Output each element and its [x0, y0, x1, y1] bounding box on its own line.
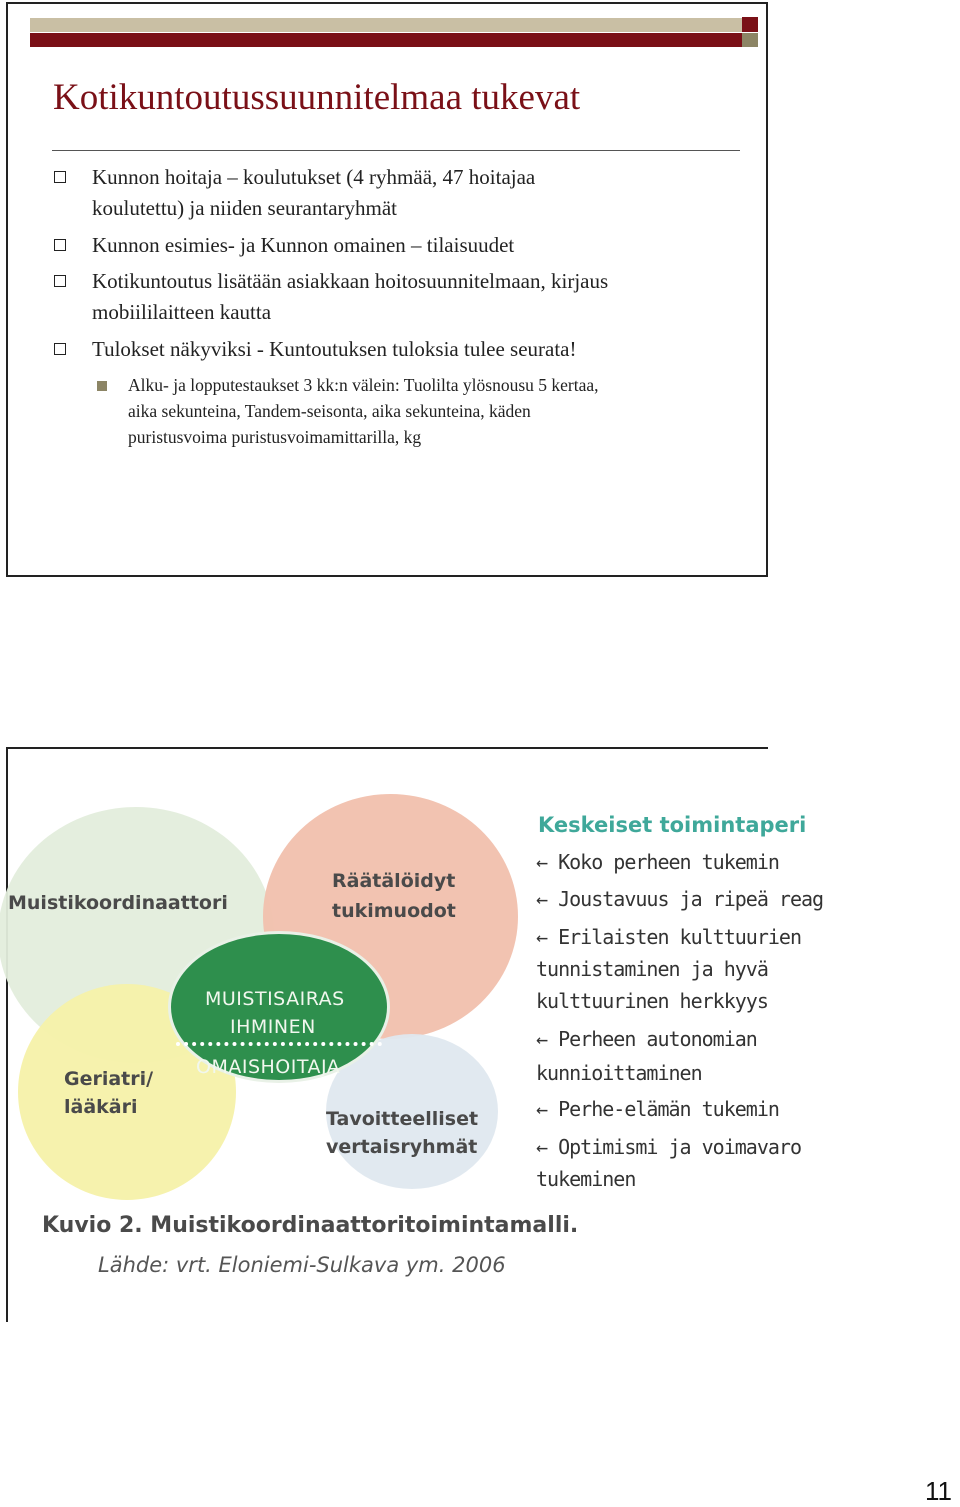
- principles-heading: Keskeiset toimintaperi: [538, 813, 807, 837]
- title-divider: [52, 150, 740, 151]
- principle-line: ← Erilaisten kulttuurien: [536, 925, 801, 949]
- label-doctor-1: Geriatri/: [64, 1068, 154, 1090]
- bullet-text: [92, 230, 732, 261]
- bullet-box-icon: [54, 275, 66, 287]
- sub-bullet-line: aika sekunteina, Tandem-seisonta, aika sekunteina, käden: [128, 401, 531, 421]
- label-coordinator: Muistikoordinaattori: [8, 892, 228, 914]
- principle-line: kunnioittaminen: [536, 1061, 702, 1085]
- label-peer-2: vertaisryhmät: [326, 1136, 478, 1158]
- principle-line: ← Koko perheen tukemin: [536, 850, 779, 874]
- principle-line: kulttuurinen herkkyys: [536, 989, 768, 1013]
- page-number: 11: [925, 1476, 952, 1506]
- corner-square-red: [742, 17, 758, 32]
- principle-line: ← Joustavuus ja ripeä reag: [536, 887, 824, 911]
- corner-square-olive: [742, 33, 758, 47]
- bullet-line: Tulokset näkyviksi - Kuntoutuksen tuloksia tulee seurata!: [92, 337, 577, 361]
- sub-bullet-line: puristusvoima puristusvoimamittarilla, kg: [128, 427, 422, 447]
- principle-line: ← Optimismi ja voimavaro: [536, 1135, 801, 1159]
- figure-source: Lähde: vrt. Eloniemi-Sulkava ym. 2006: [98, 1253, 506, 1277]
- bullet-line: koulutettu) ja niiden seurantaryhmät: [92, 196, 397, 220]
- dark-red-bar: [30, 33, 742, 47]
- bullet-line: Kunnon hoitaja – koulutukset (4 ryhmää, 47 hoitajaa: [92, 165, 536, 189]
- figure-caption: Kuvio 2. Muistikoordinaattoritoimintamalli.: [42, 1213, 579, 1238]
- bullet-text: [92, 266, 732, 328]
- principle-line: ← Perheen autonomian: [536, 1027, 757, 1051]
- label-center-3: OMAISHOITAJA: [196, 1056, 341, 1078]
- label-tailored-2: tukimuodot: [332, 900, 456, 922]
- sub-bullet-line: Alku- ja lopputestaukset 3 kk:n välein: Tuolilta ylösnousu 5 kertaa,: [128, 375, 599, 395]
- principle-line: tukeminen: [536, 1167, 636, 1191]
- bullet-box-icon: [54, 343, 66, 355]
- label-tailored-1: Räätälöidyt: [332, 870, 456, 892]
- bullet-line: Kunnon esimies- ja Kunnon omainen – tilaisuudet: [92, 233, 515, 257]
- coordinator-model-figure: [8, 749, 824, 1322]
- label-doctor-2: lääkäri: [64, 1096, 138, 1118]
- dotted-divider: [176, 1042, 382, 1046]
- slide-1: [6, 2, 768, 577]
- label-peer-1: Tavoitteelliset: [326, 1108, 479, 1130]
- bullet-box-icon: [54, 239, 66, 251]
- bullet-box-icon: [54, 171, 66, 183]
- sub-bullet-text: [128, 372, 718, 450]
- tan-bar: [30, 18, 742, 32]
- bullet-text: [92, 162, 732, 224]
- label-center-2: IHMINEN: [230, 1016, 316, 1038]
- bullet-line: Kotikuntoutus lisätään asiakkaan hoitosuunnitelmaan, kirjaus: [92, 269, 609, 293]
- bullet-line: mobiililaitteen kautta: [92, 300, 272, 324]
- sub-bullet-square-icon: [97, 381, 107, 391]
- slide-2: [6, 747, 824, 1322]
- label-center-1: MUISTISAIRAS: [205, 988, 345, 1010]
- title-decoration-bar: [30, 17, 756, 49]
- slide-title: Kotikuntoutussuunnitelmaa tukevat: [53, 77, 581, 118]
- principle-line: ← Perhe-elämän tukemin: [536, 1097, 779, 1121]
- principle-line: tunnistaminen ja hyvä: [536, 957, 768, 981]
- bullet-text: [92, 334, 752, 365]
